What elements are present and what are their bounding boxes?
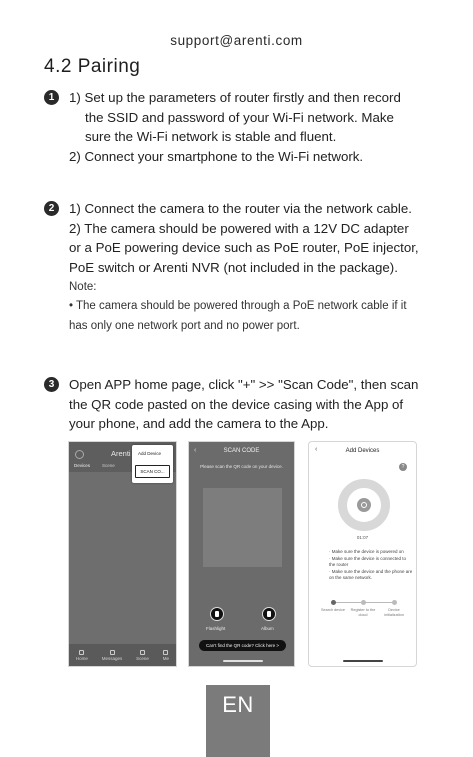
nav-label: Home [75,656,88,661]
step-2 [44,199,433,335]
nav-label: Me [162,656,170,661]
support-email: support@arenti.com [170,33,303,48]
nav-label: Messages [101,656,123,661]
note-line-2: has only one network port and no power port. [69,320,300,332]
note-line-1: • The camera should be powered through a PoE network cable if it [69,300,407,312]
step-2-line-4: PoE switch or Arenti NVR (not included in the package). [69,259,398,275]
app-brand: Arenti [111,449,131,458]
phone-screenshot-app-home [68,441,177,667]
step-1-line-1: 1) Set up the parameters of router firstly and then record [69,90,401,105]
phone-screenshot-add-devices [308,441,417,667]
step-3-line-1: Open APP home page, click "+" >> "Scan Code", then scan [69,377,419,392]
scan-code-title: SCAN CODE [223,448,260,454]
search-progress-ring [338,479,390,531]
nav-item-me[interactable] [163,650,169,662]
bottom-nav [69,644,176,666]
search-countdown: 01:07 [356,535,369,540]
tip-line: · Make sure the device is powered on [329,549,404,554]
flashlight-icon[interactable] [210,607,224,621]
step-3-line-2: the QR code pasted on the device casing with the App of [69,396,404,412]
step-2-line-2: 2) The camera should be powered with a 12V DC adapter [69,220,409,236]
step-3 [44,375,433,434]
step-2-line-1: 1) Connect the camera to the router via the network cable. [69,201,412,216]
cant-find-qr-link[interactable]: Can't find the QR code? Click here > [199,640,286,651]
scene-icon [140,650,145,655]
note-label: Note: [69,281,97,293]
home-indicator [343,660,383,662]
phone-screenshot-scan-code [188,441,295,667]
step-3-badge: 3 [44,377,59,392]
tab-devices[interactable]: Devices [74,463,91,468]
step-1-line-4: 2) Connect your smartphone to the Wi-Fi network. [69,148,364,164]
step-1-line-3: sure the Wi-Fi network is stable and fluent. [85,129,337,144]
tip-line: · Make sure the device and the phone are [329,569,413,574]
progress-step-label: Device initialization [384,608,404,617]
nav-item-scene[interactable] [136,650,149,662]
tip-line: on the same network. [329,575,373,580]
tab-scene[interactable]: Scene [102,463,115,468]
home-indicator [223,660,263,662]
home-icon [79,650,84,655]
tip-line: the router [329,562,349,567]
album-icon[interactable] [262,607,276,621]
step-1-line-2: the SSID and password of your Wi-Fi network. Make [85,109,394,125]
nav-item-home[interactable] [76,650,88,662]
step-1 [44,88,433,166]
step-2-badge: 2 [44,201,59,216]
add-devices-title: Add Devices [345,448,380,454]
progress-step-label: Register to the cloud [350,608,376,617]
album-label: Album [261,626,274,631]
profile-icon [163,650,168,655]
scan-code-button[interactable]: SCAN CO... [135,465,170,478]
scan-hint: Please scan the QR code on your device. [200,464,283,469]
add-device-popup-title: Add Device [138,451,162,456]
add-device-popup [132,445,173,483]
step-1-badge: 1 [44,90,59,105]
back-icon[interactable]: ‹ [315,446,318,453]
nav-label: Scene [136,656,149,661]
tip-line: · Make sure the device is connected to [329,556,407,561]
nav-item-messages[interactable] [102,650,123,662]
scan-frame [203,488,282,567]
progress-step-dot [361,600,366,605]
progress-step-dot [392,600,397,605]
step-2-line-3: or a PoE powering device such as PoE router, PoE injector, [69,240,419,255]
back-icon[interactable]: ‹ [194,447,197,454]
step-3-line-3: your phone, and add the camera to the App. [69,416,329,431]
flashlight-label: Flashlight [206,626,226,631]
section-title: 4.2 Pairing [44,56,141,77]
messages-icon [110,650,115,655]
search-icon [357,498,371,512]
progress-step-dot [331,600,336,605]
app-logo-icon [75,450,84,459]
language-tab: EN [206,685,270,757]
help-icon[interactable]: ? [399,463,407,471]
progress-step-label: Search device [320,608,346,612]
